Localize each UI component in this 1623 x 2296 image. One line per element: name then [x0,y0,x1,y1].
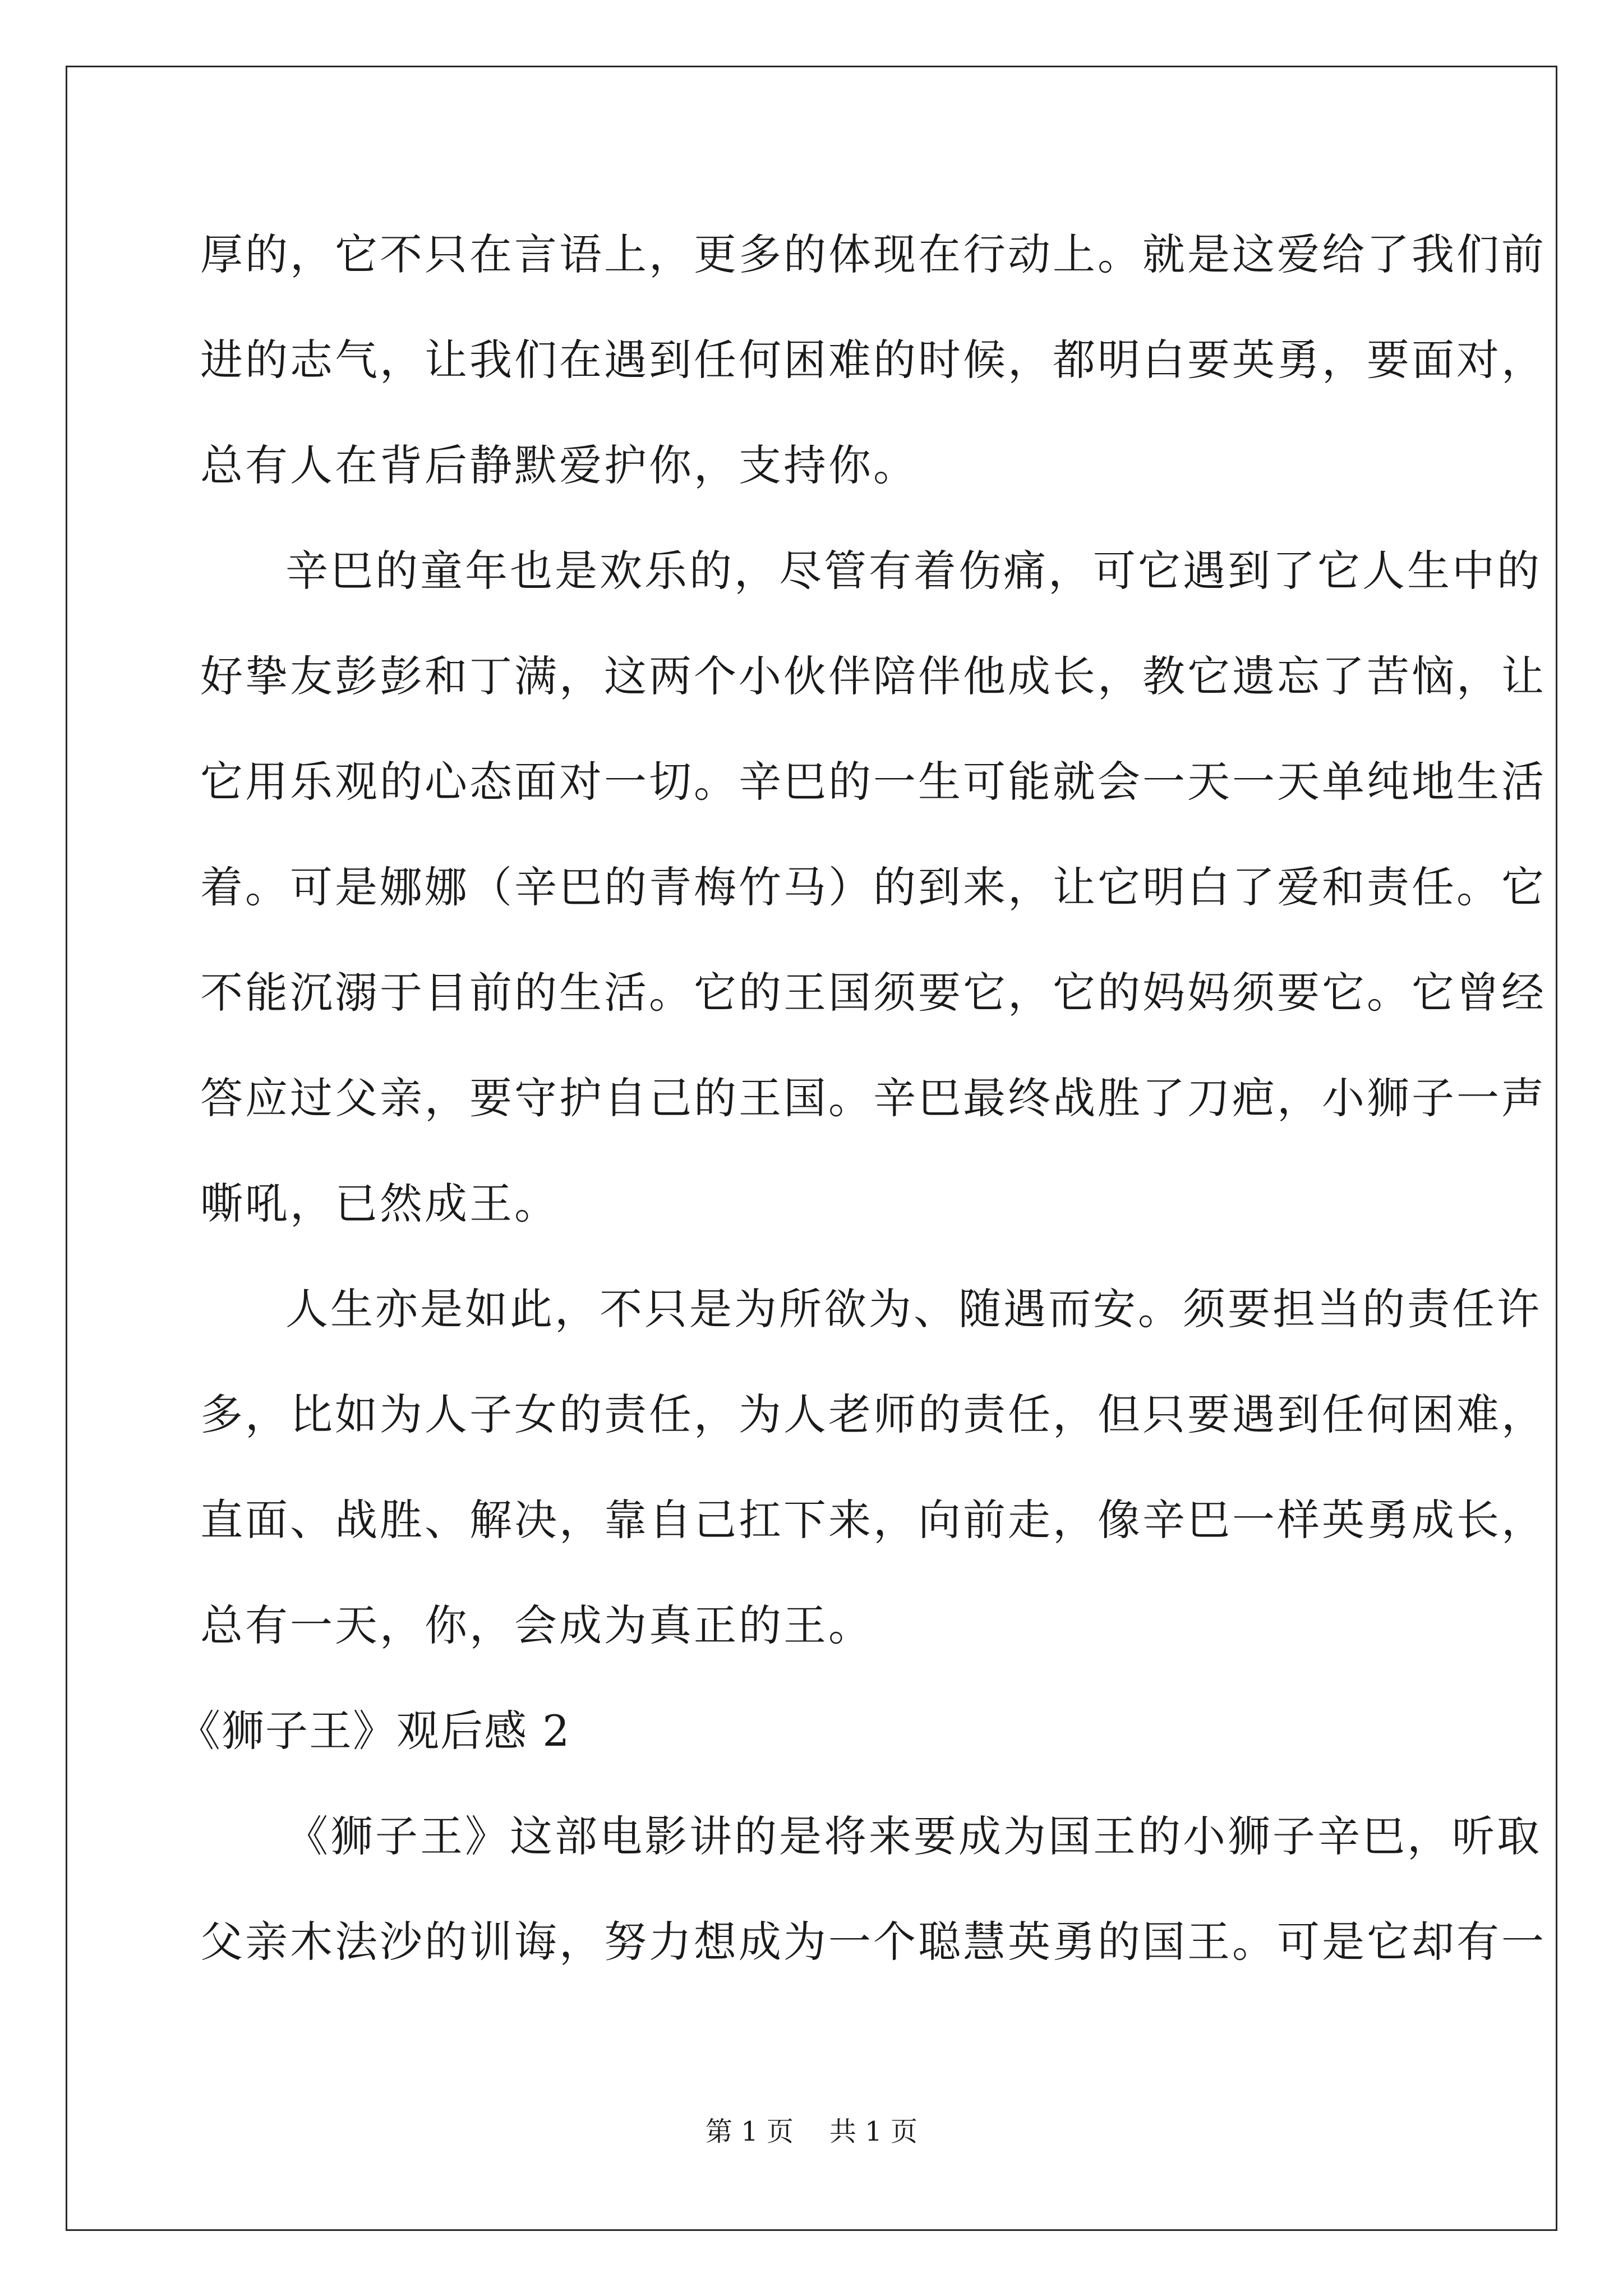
page-footer [0,2115,1623,2148]
section-heading: 《狮子王》观后感 2 [178,1706,571,1756]
text-line: 好挚友彭彭和丁满，这两个小伙伴陪伴他成长，教它遗忘了苦恼，让 [200,651,1546,701]
text-line: 它用乐观的心态面对一切。辛巴的一生可能就会一天一天单纯地生活 [200,757,1546,807]
text-line: 多，比如为人子女的责任，为人老师的责任，但只要遇到任何困难， [200,1389,1546,1439]
page-number-current: 第 1 页 [705,2116,794,2147]
text-line: 总有一天，你，会成为真正的王。 [200,1600,873,1650]
text-line: 厚的，它不只在言语上，更多的体现在行动上。就是这爱给了我们前 [200,229,1546,279]
text-line: 嘶吼，已然成王。 [200,1179,559,1228]
text-line: 父亲木法沙的训诲，努力想成为一个聪慧英勇的国王。可是它却有一 [200,1917,1546,1967]
text-line: 着。可是娜娜（辛巴的青梅竹马）的到来，让它明白了爱和责任。它 [200,862,1546,912]
page-number-total: 共 1 页 [829,2116,918,2147]
text-line: 不能沉溺于目前的生活。它的王国须要它，它的妈妈须要它。它曾经 [200,968,1546,1018]
paragraph-first-line: 人生亦是如此，不只是为所欲为、随遇而安。须要担当的责任许 [285,1284,1542,1334]
text-line: 答应过父亲，要守护自己的王国。辛巴最终战胜了刀疤，小狮子一声 [200,1073,1546,1123]
text-line: 总有人在背后静默爱护你，支持你。 [200,440,918,490]
text-line: 进的志气，让我们在遇到任何困难的时候，都明白要英勇，要面对， [200,335,1546,385]
document-body [178,202,1546,1995]
text-line: 直面、战胜、解决，靠自己扛下来，向前走，像辛巴一样英勇成长， [200,1495,1546,1545]
paragraph-first-line: 辛巴的童年也是欢乐的，尽管有着伤痛，可它遇到了它人生中的 [285,546,1542,596]
paragraph-first-line: 《狮子王》这部电影讲的是将来要成为国王的小狮子辛巴，听取 [285,1811,1542,1861]
